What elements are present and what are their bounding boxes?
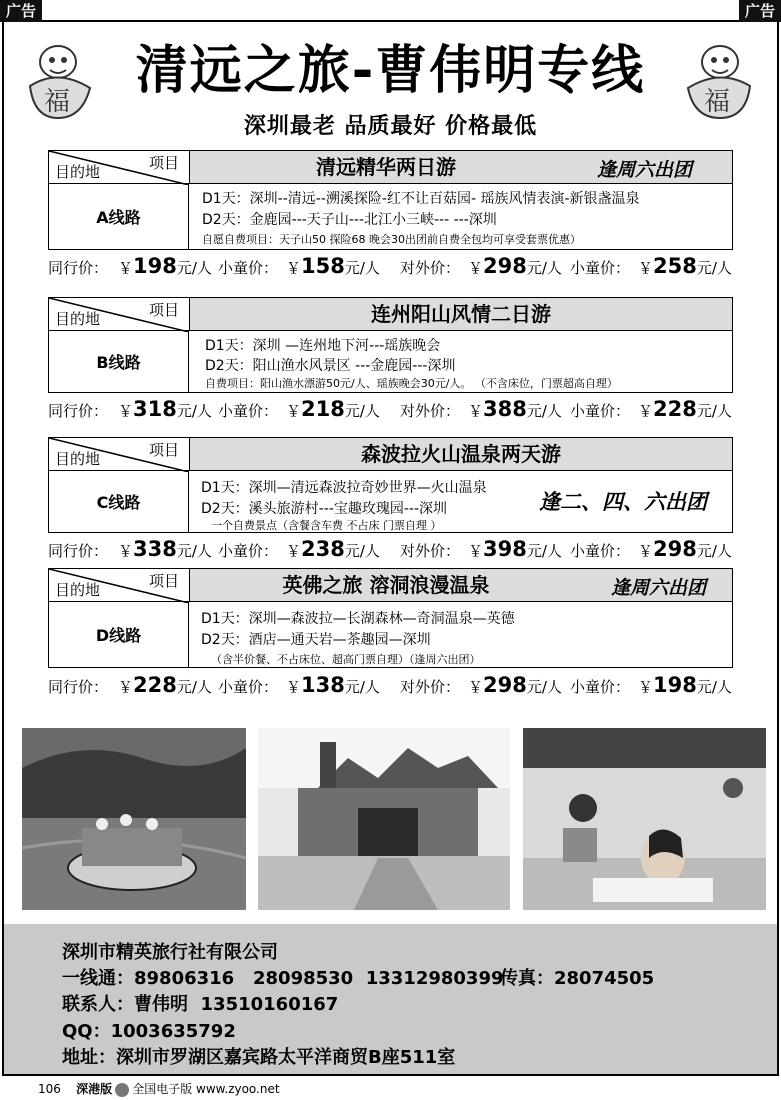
itinerary-note: 自愿自费项目：天子山50 探险68 晚会30出团前自费全包均可享受套票优惠） [202,233,581,246]
price-row-d [48,673,748,702]
unit: 元/人 [696,259,732,277]
child-price-label: 小童价： [218,542,279,560]
price-row-b [48,397,748,426]
public-price-label: 对外价： [400,402,461,420]
unit: 元/人 [526,542,562,560]
currency: ￥ [118,678,134,696]
currency: ￥ [638,678,654,696]
company-name: 深圳市精英旅行社有限公司 [62,942,278,963]
route-b-header [48,297,733,331]
currency: ￥ [118,402,134,420]
currency: ￥ [638,542,654,560]
price-row-c [48,537,748,566]
route-a-body [48,184,733,250]
departure-schedule: 逢周六出团 [610,577,706,599]
ad-label-left: 广告 [0,0,42,22]
header-destination-label: 目的地 [55,163,101,181]
volcano-park-gate-photo [258,728,510,910]
route-name: 清远精华两日游 [316,155,456,179]
fax-number: 28074505 [554,968,655,989]
itinerary-note: 一个自费景点（含餐含车费 不占床 门票自理 ） [211,519,442,532]
contact-label: 联系人： [62,994,134,1015]
header-item-label: 项目 [148,572,179,590]
currency: ￥ [468,402,484,420]
header-destination-label: 目的地 [55,310,101,328]
unit: 元/人 [696,678,732,696]
unit: 元/人 [526,402,562,420]
public-child-price: 228 [653,397,697,421]
currency: ￥ [286,402,302,420]
itinerary-day1: D1天：深圳—清远森波拉奇妙世界—火山温泉 [201,480,487,496]
public-price-label: 对外价： [400,542,461,560]
page-footer [38,1080,280,1097]
currency: ￥ [286,678,302,696]
child-price-label: 小童价： [570,402,631,420]
currency: ￥ [286,259,302,277]
hotline-label: 一线通： [62,968,134,989]
itinerary-note: （含半价餐、不占床位、超高门票自理）（逢周六出团） [211,653,481,666]
page-title: 清远之旅-曹伟明专线 [135,41,646,101]
public-price: 398 [483,537,527,561]
svg-text:福: 福 [44,87,71,117]
public-child-price: 298 [653,537,697,561]
unit: 元/人 [176,402,212,420]
currency: ￥ [118,259,134,277]
route-b-body [48,331,733,393]
peer-price-label: 同行价： [48,678,109,696]
itinerary-day1: D1天：深圳 —连州地下河---瑶族晚会 [205,338,441,354]
currency: ￥ [468,678,484,696]
departure-schedule: 逢二、四、六出团 [539,490,707,514]
unit: 元/人 [344,402,380,420]
page-subtitle: 深圳最老 品质最好 价格最低 [243,114,538,139]
website-link[interactable]: www.zyoo.net [196,1082,280,1096]
route-label: A线路 [49,184,189,249]
currency: ￥ [638,402,654,420]
contact-person: 曹伟明 13510160167 [134,994,339,1015]
peer-price-label: 同行价： [48,542,109,560]
child-price-label: 小童价： [570,678,631,696]
currency: ￥ [118,542,134,560]
mascot-illustration-left [22,38,98,122]
route-name: 森波拉火山温泉两天游 [361,442,561,466]
currency: ￥ [286,542,302,560]
ad-label-right: 广告 [739,0,781,22]
price-row-a [48,254,748,283]
itinerary-day2: D2天：酒店—通天岩—茶趣园—深圳 [201,632,431,648]
public-child-price: 258 [653,254,697,278]
public-price: 298 [483,673,527,697]
public-price-label: 对外价： [400,678,461,696]
raft-drift-photo [22,728,246,910]
child-price-label: 小童价： [218,259,279,277]
unit: 元/人 [344,259,380,277]
currency: ￥ [468,259,484,277]
currency: ￥ [468,542,484,560]
unit: 元/人 [344,678,380,696]
peer-child-price: 218 [301,397,345,421]
company-contact-panel [4,924,777,1074]
route-d-body [48,602,733,668]
header-item-label: 项目 [148,301,179,319]
page-number: 106 [38,1082,61,1096]
qq-label: QQ： [62,1021,111,1042]
peer-child-price: 238 [301,537,345,561]
child-price-label: 小童价： [218,402,279,420]
peer-price: 228 [133,673,177,697]
header-destination-label: 目的地 [55,581,101,599]
route-c-body [48,471,733,533]
peer-price-label: 同行价： [48,402,109,420]
hot-spring-photo [523,728,766,910]
fax-label: 传真： [500,968,554,989]
public-price: 388 [483,397,527,421]
public-price-label: 对外价： [400,259,461,277]
header-item-label: 项目 [148,441,179,459]
itinerary-day2: D2天：金鹿园---天子山---北江小三峡--- ---深圳 [202,212,497,228]
peer-price: 338 [133,537,177,561]
unit: 元/人 [176,542,212,560]
address-label: 地址： [62,1047,116,1068]
unit: 元/人 [344,542,380,560]
edition-label: 深港版 [76,1082,113,1096]
child-price-label: 小童价： [218,678,279,696]
route-label: D线路 [49,602,189,667]
unit: 元/人 [176,259,212,277]
peer-price-label: 同行价： [48,259,109,277]
route-name: 英佛之旅 溶洞浪漫温泉 [282,573,490,597]
child-price-label: 小童价： [570,259,631,277]
edition2-label: 全国电子版 [132,1082,193,1096]
public-child-price: 198 [653,673,697,697]
hotline-numbers: 89806316 28098530 13312980399 [134,968,504,989]
route-label: C线路 [49,471,189,532]
magazine-logo-icon [115,1083,129,1097]
itinerary-day2: D2天：溪头旅游村---宝趣玫瑰园---深圳 [201,501,447,517]
itinerary-note: 自费项目：阳山渔水漂游50元/人、瑶族晚会30元/人。 （不含床位，门票超高自理） [205,377,618,390]
itinerary-day1: D1天：深圳--清远--溯溪探险-红不让百菇园- 瑶族风情表演-新银盏温泉 [202,191,640,207]
header-item-label: 项目 [148,154,179,172]
public-price: 298 [483,254,527,278]
svg-text:福: 福 [704,87,731,117]
route-name: 连州阳山风情二日游 [371,302,551,326]
route-c-header [48,437,733,471]
unit: 元/人 [526,259,562,277]
itinerary-day2: D2天：阳山渔水风景区 ---金鹿园---深圳 [205,358,456,374]
address: 深圳市罗湖区嘉宾路太平洋商贸B座511室 [116,1047,456,1068]
route-a-header [48,150,733,184]
mascot-illustration-right [680,38,756,122]
route-label: B线路 [49,331,189,392]
currency: ￥ [638,259,654,277]
peer-price: 198 [133,254,177,278]
qq-number: 1003635792 [110,1021,236,1042]
unit: 元/人 [526,678,562,696]
peer-price: 318 [133,397,177,421]
peer-child-price: 158 [301,254,345,278]
unit: 元/人 [696,402,732,420]
itinerary-day1: D1天：深圳—森波拉—长湖森林—奇洞温泉—英德 [201,611,515,627]
header-destination-label: 目的地 [55,450,101,468]
unit: 元/人 [696,542,732,560]
departure-schedule: 逢周六出团 [596,159,692,181]
child-price-label: 小童价： [570,542,631,560]
unit: 元/人 [176,678,212,696]
route-d-header [48,568,733,602]
peer-child-price: 138 [301,673,345,697]
